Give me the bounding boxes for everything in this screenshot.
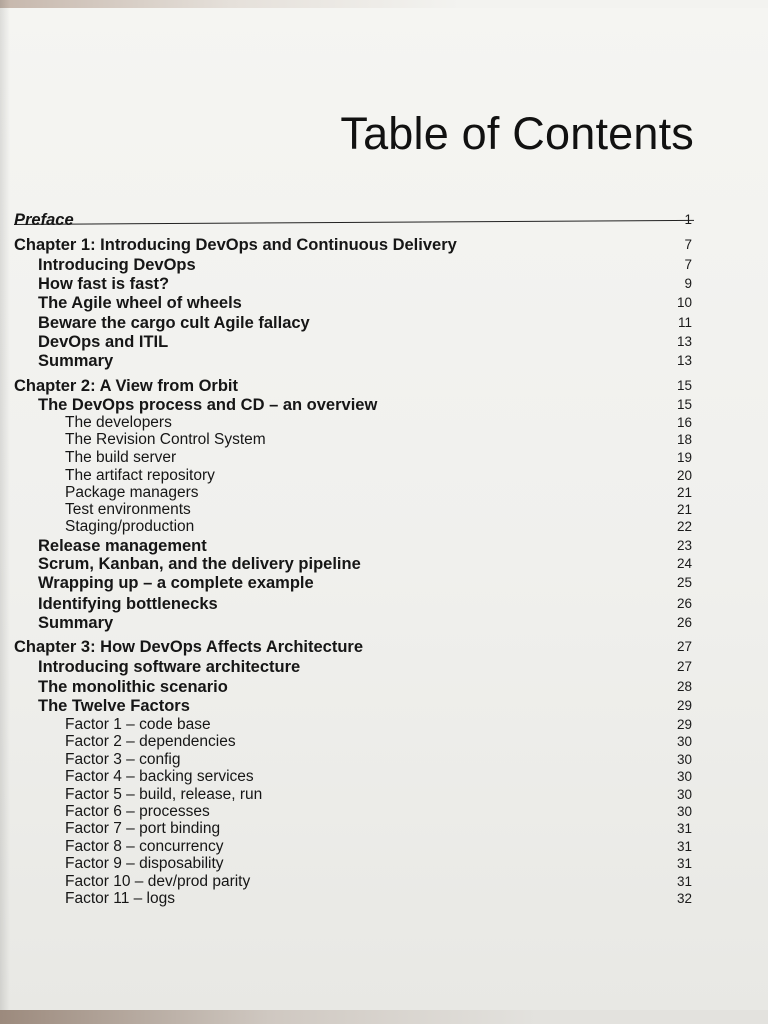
toc-entry-title: Factor 11 – logs [65,890,175,907]
toc-entry-page: 31 [676,821,692,836]
toc-entry-title: Factor 8 – concurrency [65,838,224,855]
toc-entry-title: Chapter 1: Introducing DevOps and Continuous Delivery [14,236,457,254]
toc-entry-page: 31 [676,839,692,854]
toc-entry-preface [0,209,768,231]
toc-entry-title: Beware the cargo cult Agile fallacy [38,314,310,332]
toc-entry-title: Chapter 3: How DevOps Affects Architecture [14,638,364,656]
page-title: Table of Contents [340,108,694,159]
toc-entry-page: 31 [676,856,692,871]
toc-entry-title: Factor 1 – code base [65,716,211,733]
toc-entry-title: Introducing DevOps [38,256,196,274]
toc-entry-page: 9 [684,276,692,291]
toc-entry-chapter-3 [0,636,768,658]
toc-entry-section [0,656,768,678]
toc-entry-page: 29 [676,698,692,713]
toc-entry-page: 28 [676,679,692,694]
toc-entry-title: Factor 10 – dev/prod parity [65,873,251,890]
toc-entry-title: DevOps and ITIL [38,333,169,351]
toc-entry-page: 1 [684,212,692,227]
toc-entry-page: 30 [676,787,692,802]
toc-entry-subsection [0,888,768,910]
toc-entry-section [0,292,768,314]
toc-entry-title: The Agile wheel of wheels [38,294,242,312]
toc-entry-page: 13 [676,353,692,368]
toc-entry-page: 7 [684,237,692,252]
toc-entry-section [0,350,768,372]
toc-entry-section [0,612,768,634]
toc-entry-page: 21 [676,502,692,517]
toc-entry-page: 30 [676,769,692,784]
toc-entry-page: 19 [676,450,692,465]
toc-entry-page: 27 [676,639,692,654]
toc-entry-page: 21 [676,485,692,500]
toc-entry-title: Factor 3 – config [65,751,181,768]
toc-entry-title: The Twelve Factors [38,697,190,715]
toc-entry-page: 24 [676,556,692,571]
toc-entry-page: 22 [676,519,692,534]
toc-entry-page: 23 [676,538,692,553]
toc-entry-page: 11 [677,315,692,330]
toc-entry-title: How fast is fast? [38,275,170,293]
toc-entry-page: 13 [676,334,692,349]
toc-entry-title: The artifact repository [65,467,215,484]
toc-entry-chapter-1 [0,234,768,256]
toc-entry-page: 26 [676,615,692,630]
toc-entry-title: The monolithic scenario [38,678,228,696]
toc-entry-page: 7 [684,257,692,272]
toc-entry-title: The build server [65,449,177,466]
toc-entry-title: Wrapping up – a complete example [38,574,314,592]
toc-entry-page: 18 [676,432,692,447]
toc-entry-title: Staging/production [65,518,195,535]
toc-entry-title: Chapter 2: A View from Orbit [14,377,239,395]
toc-entry-page: 15 [676,397,692,412]
toc-entry-title: The developers [65,414,172,431]
toc-entry-title: Test environments [65,501,191,518]
toc-entry-title: Factor 2 – dependencies [65,733,236,750]
toc-entry-title: Factor 9 – disposability [65,855,224,872]
toc-entry-title: Factor 7 – port binding [65,820,221,837]
toc-entry-title: Release management [38,537,207,555]
toc-entry-title: Factor 4 – backing services [65,768,254,785]
toc-entry-page: 15 [676,378,692,393]
toc-entry-page: 29 [676,717,692,732]
toc-entry-title: Scrum, Kanban, and the delivery pipeline [38,555,361,573]
toc-entry-title: Preface [14,211,74,229]
toc-entry-page: 32 [676,891,692,906]
toc-entry-title: Factor 6 – processes [65,803,210,820]
toc-entry-page: 30 [676,804,692,819]
toc-entry-page: 31 [676,874,692,889]
toc-entry-page: 10 [676,295,692,310]
toc-entry-page: 30 [676,734,692,749]
toc-entry-page: 27 [676,659,692,674]
toc-entry-page: 30 [676,752,692,767]
toc-entry-title: The DevOps process and CD – an overview [38,396,378,414]
toc-entry-title: Factor 5 – build, release, run [65,786,263,803]
toc-entry-title: Summary [38,614,114,632]
toc-entry-page: 25 [676,575,692,590]
toc-entry-title: The Revision Control System [65,431,266,448]
toc-entry-section [0,572,768,594]
toc-entry-title: Package managers [65,484,199,501]
toc-entry-page: 20 [676,468,692,483]
toc-entry-title: Introducing software architecture [38,658,301,676]
toc-entry-page: 16 [676,415,692,430]
toc-entry-title: Summary [38,352,114,370]
toc-entry-title: Identifying bottlenecks [38,595,218,613]
toc-entry-page: 26 [676,596,692,611]
